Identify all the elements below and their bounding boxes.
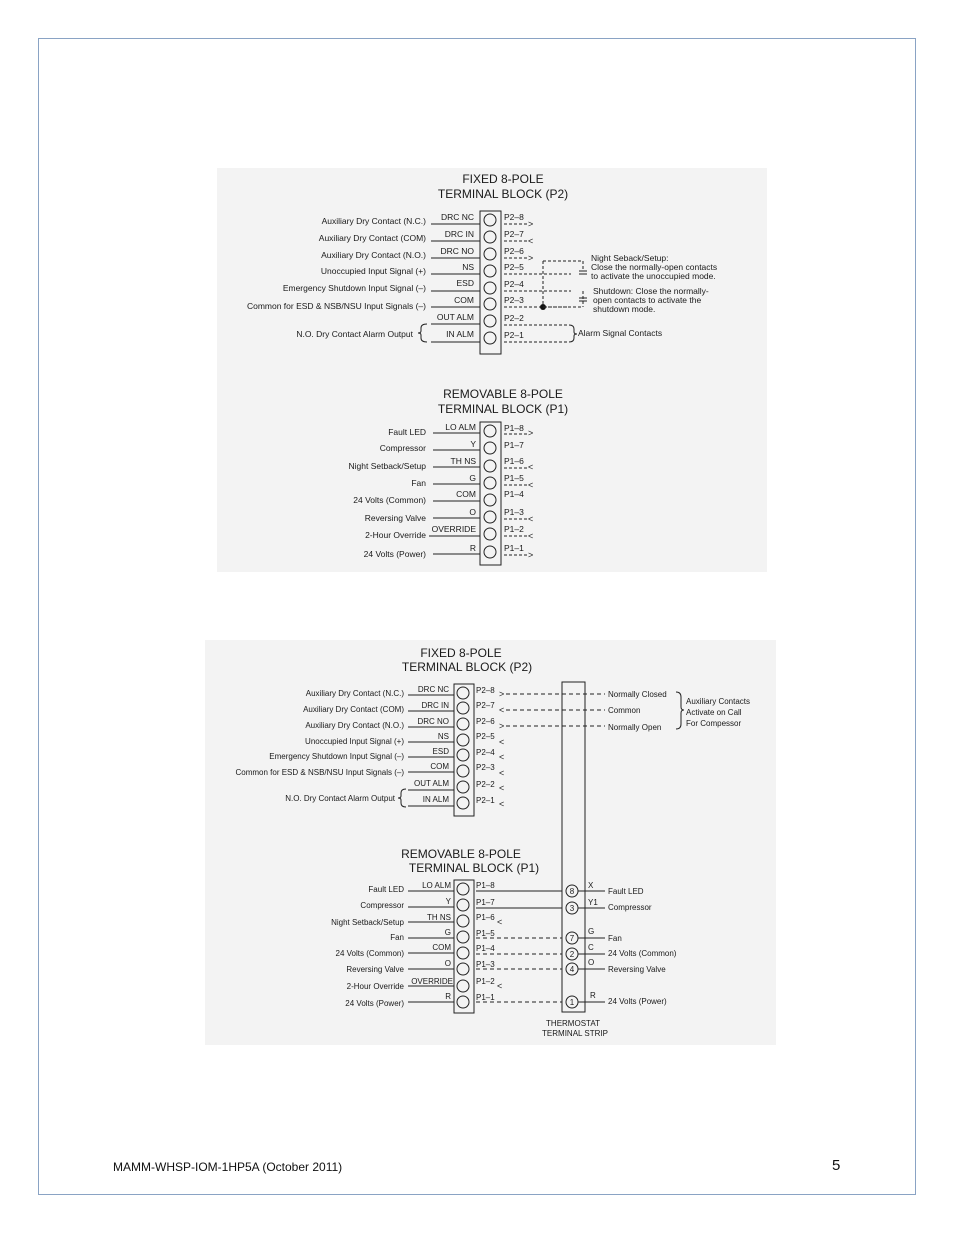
terminal-screw — [457, 797, 469, 809]
terminal-label: G — [469, 473, 476, 483]
fixed-block-subtitle: TERMINAL BLOCK (P2) — [401, 660, 533, 674]
terminal-label: TH NS — [427, 913, 451, 922]
terminal-label: OVERRIDE — [411, 977, 453, 986]
removable-block-title: REMOVABLE 8-POLE — [443, 387, 563, 401]
thermostat-strip-sublabel: TERMINAL STRIP — [542, 1029, 608, 1038]
removable-terminal-block — [454, 880, 474, 1013]
removable-block-subtitle: TERMINAL BLOCK (P1) — [437, 402, 569, 416]
terminal-screw — [484, 315, 496, 327]
pin-label: P2–6 — [476, 717, 495, 726]
arrow-in: < — [528, 462, 534, 472]
alarm-output-label: N.O. Dry Contact Alarm Output — [296, 329, 413, 339]
thermostat-terminal-number: 4 — [569, 965, 575, 974]
terminal-label: OVERRIDE — [431, 524, 476, 534]
terminal-screw — [457, 931, 469, 943]
arrow-in: < — [499, 783, 505, 793]
removable-row — [368, 881, 562, 895]
row-description: 24 Volts (Power) — [363, 549, 426, 559]
terminal-screw — [457, 915, 469, 927]
shutdown-note-line: shutdown mode. — [593, 304, 656, 314]
pin-label: P1–4 — [476, 944, 495, 953]
terminal-label: DRC NC — [417, 685, 449, 694]
pin-label: P2–7 — [476, 701, 495, 710]
removable-row — [336, 943, 562, 959]
shutdown-note-line: Shutdown: Close the normally- — [593, 286, 709, 296]
pin-label: P2–7 — [504, 229, 524, 239]
night-setback-note-line: Night Seback/Setup: — [591, 253, 669, 263]
arrow-in: < — [499, 705, 505, 715]
arrow-in: < — [499, 799, 505, 809]
terminal-screw — [457, 883, 469, 895]
terminal-screw — [457, 947, 469, 959]
fixed-row — [305, 717, 661, 732]
arrow-in: < — [497, 917, 503, 927]
thermostat-terminal-number: 3 — [569, 904, 575, 913]
terminal-screw — [457, 980, 469, 992]
terminal-label: DRC NO — [417, 717, 449, 726]
pin-label: P1–5 — [504, 473, 524, 483]
thermostat-terminal — [566, 943, 677, 960]
thermostat-terminal-number: 1 — [569, 998, 575, 1007]
fixed-row — [431, 312, 569, 327]
thermostat-terminal-number: 2 — [569, 950, 575, 959]
terminal-label: NS — [437, 732, 449, 741]
aux-contact-label: Normally Closed — [608, 690, 667, 699]
row-description: Emergency Shutdown Input Signal (–) — [282, 283, 426, 293]
terminal-screw — [484, 511, 496, 523]
terminal-screw — [457, 749, 469, 761]
pin-label: P1–1 — [504, 543, 524, 553]
pin-label: P2–1 — [476, 796, 495, 805]
thermostat-strip-label: THERMOSTAT — [546, 1019, 600, 1028]
terminal-label: DRC NO — [440, 246, 474, 256]
arrow-in: < — [497, 981, 503, 991]
fixed-row — [321, 262, 571, 277]
row-description: Common for ESD & NSB/NSU Input Signals (–) — [235, 768, 404, 777]
thermostat-terminal — [566, 958, 666, 975]
fixed-row — [431, 329, 569, 344]
arrow-in: < — [528, 236, 534, 246]
removable-terminal-block — [480, 422, 501, 565]
arrow-out: > — [499, 721, 505, 731]
terminal-screw — [457, 963, 469, 975]
row-description: Common for ESD & NSB/NSU Input Signals (–) — [246, 301, 426, 311]
fixed-row — [269, 747, 504, 762]
removable-row — [411, 473, 533, 490]
removable-row — [364, 543, 534, 560]
removable-block-title: REMOVABLE 8-POLE — [401, 847, 521, 861]
terminal-label: O — [444, 959, 451, 968]
aux-contact-label: Common — [608, 706, 641, 715]
arrow-in: < — [528, 514, 534, 524]
row-description: Auxiliary Dry Contact (COM) — [318, 233, 426, 243]
terminal-screw — [484, 477, 496, 489]
removable-row — [349, 456, 534, 472]
arrow-in: < — [528, 531, 534, 541]
footer-document-id: MAMM-WHSP-IOM-1HP5A (October 2011) — [113, 1160, 343, 1174]
terminal-label: COM — [454, 295, 474, 305]
terminal-label: IN ALM — [446, 329, 474, 339]
pin-label: P1–6 — [476, 913, 495, 922]
fixed-row — [303, 701, 640, 715]
thermostat-code: G — [588, 927, 595, 936]
row-description: Fault LED — [388, 427, 426, 437]
terminal-screw — [484, 248, 496, 260]
brace-left — [418, 324, 427, 342]
thermostat-terminal — [566, 898, 652, 914]
terminal-label: LO ALM — [445, 422, 476, 432]
row-description: Auxiliary Dry Contact (N.C.) — [305, 689, 404, 698]
thermostat-label: Fault LED — [608, 887, 644, 896]
shutdown-note-line: open contacts to activate the — [593, 295, 702, 305]
terminal-screw — [484, 442, 496, 454]
pin-label: P1–8 — [504, 423, 524, 433]
thermostat-code: R — [590, 991, 596, 1000]
thermostat-code: Y1 — [588, 898, 598, 907]
terminal-label: DRC IN — [421, 701, 449, 710]
fixed-row — [322, 212, 534, 229]
aux-note-line: Auxiliary Contacts — [686, 697, 751, 706]
thermostat-terminal — [566, 927, 622, 944]
terminal-screw — [484, 528, 496, 540]
row-description: 2-Hour Override — [346, 982, 404, 991]
thermostat-code: X — [588, 881, 594, 890]
fixed-row — [235, 762, 504, 778]
arrow-in: < — [499, 752, 505, 762]
wiring-diagram-1-svg — [217, 168, 767, 572]
fixed-row — [283, 278, 571, 294]
thermostat-label: Fan — [608, 934, 622, 943]
terminal-screw — [484, 425, 496, 437]
row-description: Reversing Valve — [346, 965, 404, 974]
pin-label: P2–5 — [476, 732, 495, 741]
arrow-out: > — [528, 550, 534, 560]
arrow-in: < — [528, 480, 534, 490]
terminal-label: LO ALM — [422, 881, 451, 890]
terminal-label: O — [469, 507, 476, 517]
pin-label: P1–4 — [504, 489, 524, 499]
removable-row — [380, 439, 524, 454]
wiring-diagram-2-svg — [205, 640, 776, 1045]
fixed-row — [408, 779, 504, 793]
arrow-out: > — [528, 428, 534, 438]
pin-label: P2–1 — [504, 330, 524, 340]
alarm-output-label: N.O. Dry Contact Alarm Output — [285, 794, 395, 803]
removable-row — [360, 897, 562, 911]
row-description: 24 Volts (Power) — [345, 999, 404, 1008]
thermostat-label: Compressor — [608, 903, 652, 912]
fixed-row — [247, 295, 571, 311]
terminal-screw — [484, 494, 496, 506]
fixed-row — [306, 685, 667, 699]
thermostat-code: O — [588, 958, 595, 967]
fixed-block-subtitle: TERMINAL BLOCK (P2) — [437, 187, 569, 201]
arrow-out: > — [528, 219, 534, 229]
row-description: Emergency Shutdown Input Signal (–) — [269, 752, 404, 761]
footer-page-number: 5 — [832, 1157, 841, 1174]
terminal-screw — [484, 332, 496, 344]
thermostat-terminal-number: 7 — [569, 934, 575, 943]
row-description: Night Setback/Setup — [348, 461, 426, 471]
fixed-terminal-block — [454, 684, 474, 816]
pin-label: P2–2 — [476, 780, 495, 789]
fixed-block-title: FIXED 8-POLE — [420, 646, 502, 660]
row-description: Auxiliary Dry Contact (N.C.) — [321, 216, 426, 226]
pin-label: P2–3 — [504, 295, 524, 305]
row-description: Unoccupied Input Signal (+) — [305, 737, 404, 746]
brace-right — [569, 325, 577, 342]
terminal-screw — [484, 298, 496, 310]
terminal-label: G — [444, 928, 451, 937]
terminal-label: DRC NC — [440, 212, 474, 222]
pin-label: P1–1 — [476, 993, 495, 1002]
fixed-row — [408, 795, 504, 809]
row-description: Reversing Valve — [364, 513, 426, 523]
terminal-screw — [457, 702, 469, 714]
pin-label: P2–8 — [504, 212, 524, 222]
pin-label: P1–3 — [476, 960, 495, 969]
pin-label: P1–8 — [476, 881, 495, 890]
terminal-label: R — [445, 992, 451, 1001]
terminal-screw — [457, 996, 469, 1008]
fixed-block-title: FIXED 8-POLE — [462, 172, 544, 186]
terminal-screw — [457, 781, 469, 793]
thermostat-terminal — [566, 881, 644, 897]
alarm-signal-label: Alarm Signal Contacts — [578, 328, 663, 338]
pin-label: P1–3 — [504, 507, 524, 517]
terminal-label: IN ALM — [422, 795, 449, 804]
pin-label: P1–5 — [476, 929, 495, 938]
row-description: Auxiliary Dry Contact (N.O.) — [321, 250, 426, 260]
pin-label: P2–2 — [504, 313, 524, 323]
aux-note-line: Activate on Call — [686, 708, 742, 717]
row-description: Fan — [411, 478, 426, 488]
brace-right — [676, 692, 684, 729]
night-setback-note-line: to activate the unoccupied mode. — [591, 271, 716, 281]
thermostat-terminal-number: 8 — [569, 887, 575, 896]
row-description: Fan — [390, 933, 404, 942]
row-description: Compressor — [379, 443, 426, 453]
terminal-label: R — [469, 543, 476, 553]
pin-label: P2–4 — [476, 748, 495, 757]
pin-label: P2–3 — [476, 763, 495, 772]
aux-contact-label: Normally Open — [608, 723, 662, 732]
removable-row — [390, 928, 562, 943]
wiring-diagram-standalone — [217, 168, 767, 572]
removable-row — [331, 913, 502, 927]
removable-row — [365, 524, 533, 541]
wiring-diagram-with-thermostat — [205, 640, 776, 1045]
removable-row — [347, 977, 503, 992]
row-description: Night Setback/Setup — [331, 918, 404, 927]
terminal-label: OUT ALM — [414, 779, 449, 788]
pin-label: P1–7 — [476, 898, 495, 907]
thermostat-label: 24 Volts (Common) — [608, 949, 677, 958]
removable-row — [388, 422, 533, 438]
terminal-screw — [457, 734, 469, 746]
row-description: 2-Hour Override — [365, 530, 426, 540]
row-description: 24 Volts (Common) — [335, 949, 404, 958]
terminal-screw — [484, 460, 496, 472]
thermostat-terminal — [566, 991, 667, 1008]
terminal-screw — [484, 282, 496, 294]
night-setback-note-line: Close the normally-open contacts — [591, 262, 718, 272]
terminal-screw — [457, 899, 469, 911]
terminal-screw — [484, 231, 496, 243]
terminal-screw — [484, 214, 496, 226]
terminal-screw — [457, 718, 469, 730]
arrow-in: < — [499, 737, 505, 747]
thermostat-label: 24 Volts (Power) — [608, 997, 667, 1006]
row-description: Compressor — [360, 901, 404, 910]
terminal-label: Y — [470, 439, 476, 449]
terminal-label: ESD — [456, 278, 474, 288]
row-description: Auxiliary Dry Contact (N.O.) — [305, 721, 404, 730]
aux-note-line: For Compessor — [686, 719, 742, 728]
terminal-label: DRC IN — [444, 229, 474, 239]
pin-label: P2–4 — [504, 279, 524, 289]
terminal-label: COM — [430, 762, 449, 771]
pin-label: P2–6 — [504, 246, 524, 256]
pin-label: P1–2 — [476, 977, 495, 986]
terminal-label: COM — [456, 489, 476, 499]
row-description: Unoccupied Input Signal (+) — [320, 266, 426, 276]
terminal-label: NS — [462, 262, 474, 272]
arrow-in: < — [499, 768, 505, 778]
pin-label: P2–8 — [476, 686, 495, 695]
thermostat-terminal-strip — [562, 682, 585, 1012]
terminal-screw — [484, 546, 496, 558]
terminal-label: Y — [445, 897, 451, 906]
removable-block-subtitle: TERMINAL BLOCK (P1) — [408, 861, 540, 875]
thermostat-code: C — [588, 943, 594, 952]
terminal-screw — [457, 765, 469, 777]
pin-label: P1–7 — [504, 440, 524, 450]
removable-row — [353, 489, 524, 506]
terminal-screw — [484, 265, 496, 277]
removable-row — [365, 507, 534, 524]
terminal-label: TH NS — [450, 456, 476, 466]
pin-label: P1–6 — [504, 456, 524, 466]
thermostat-label: Reversing Valve — [608, 965, 666, 974]
terminal-label: OUT ALM — [436, 312, 474, 322]
row-description: 24 Volts (Common) — [353, 495, 426, 505]
row-description: Auxiliary Dry Contact (COM) — [303, 705, 404, 714]
terminal-screw — [457, 687, 469, 699]
arrow-out: > — [499, 689, 505, 699]
pin-label: P1–2 — [504, 524, 524, 534]
arrow-out: > — [528, 253, 534, 263]
terminal-label: ESD — [432, 747, 449, 756]
row-description: Fault LED — [368, 885, 404, 894]
pin-label: P2–5 — [504, 262, 524, 272]
brace-left — [398, 789, 406, 807]
terminal-label: COM — [432, 943, 451, 952]
